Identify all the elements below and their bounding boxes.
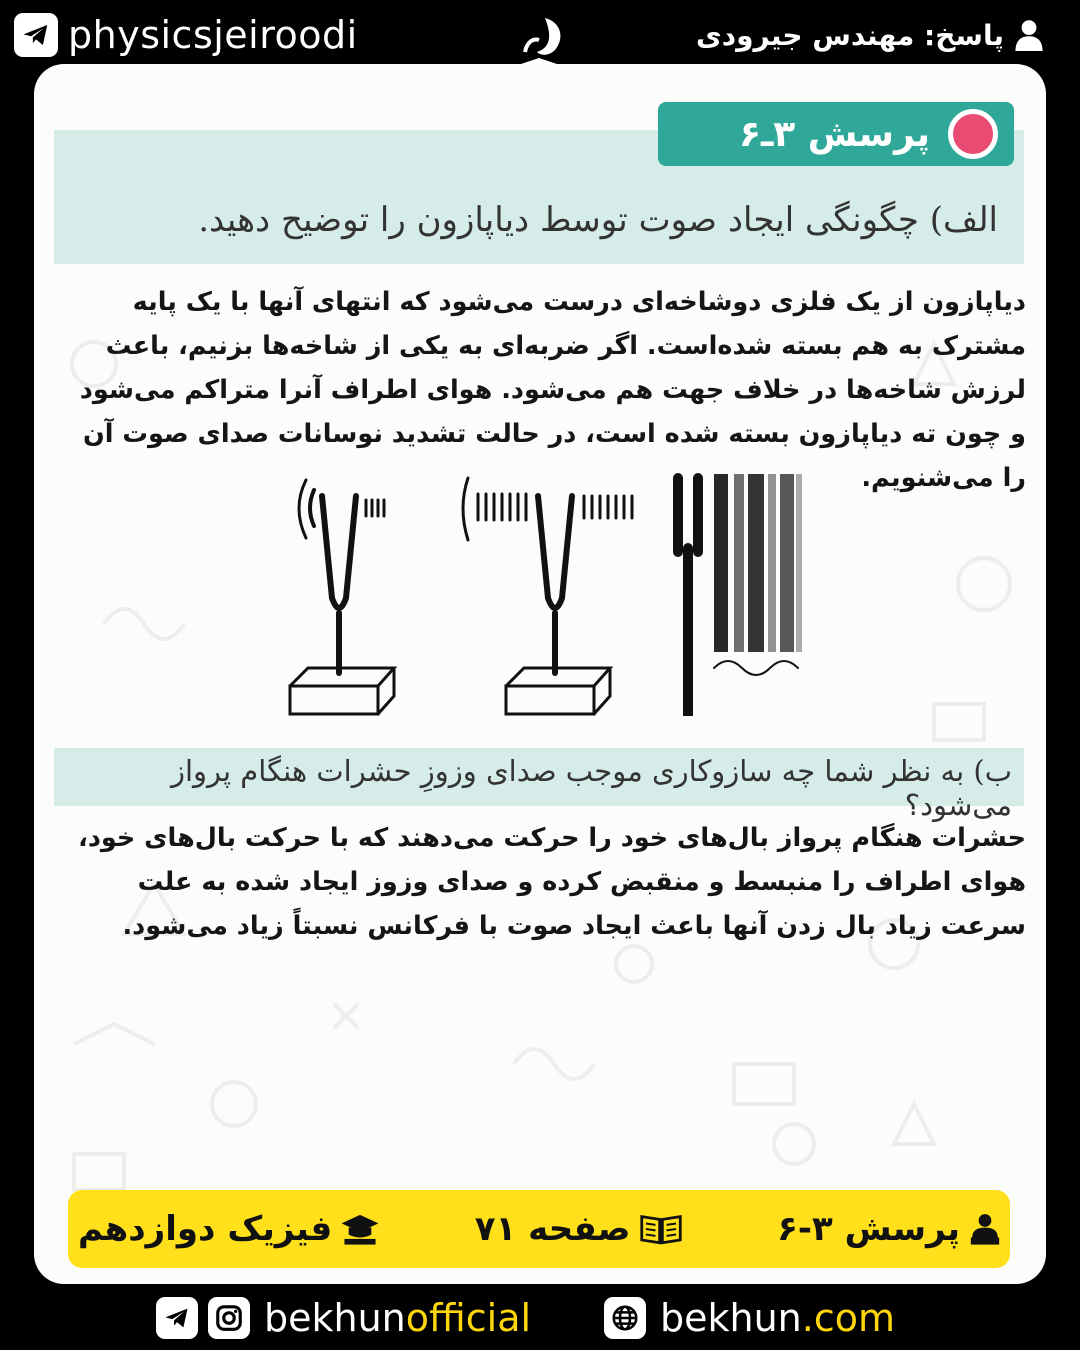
answer-by-group (696, 12, 1044, 58)
telegram-icon (14, 13, 58, 57)
question-b-prompt: ب) به نظر شما چه سازوکاری موجب صدای وزوزِ حشرات هنگام پرواز می‌شود؟ (170, 754, 1012, 822)
brand-handle (264, 1296, 531, 1340)
question-b-band (54, 748, 1024, 822)
website-group[interactable] (604, 1294, 895, 1342)
answer-by: پاسخ: مهندس جیرودی (696, 18, 1004, 52)
course-group (78, 1209, 380, 1249)
open-book-icon (639, 1212, 683, 1246)
brand-handle-main: bekhun (264, 1296, 406, 1340)
teacher-icon (968, 1212, 1002, 1246)
answer-b: حشرات هنگام پرواز بال‌های خود را حرکت می‌دهند که با حرکت بال‌های خود، هوای اطراف را منبسط و منقبض کرده و صدای وزوز ایجاد شده به علت سرعت زیاد بال زدن آنها باعث ایجاد صوت با فرکانس نسبتاً زیاد می‌شود. (78, 823, 1026, 941)
channel-handle: physicsjeiroodi (68, 13, 358, 57)
question-a-prompt: الف) چگونگی ایجاد صوت توسط دیاپازون را توضیح دهید. (198, 200, 998, 240)
telegram-icon (156, 1297, 198, 1339)
question-ref-group (777, 1209, 1002, 1249)
question-ref: پرسش ۳-۶ (777, 1209, 960, 1249)
question-header (658, 102, 1014, 166)
brand-handle-group[interactable] (156, 1294, 531, 1342)
tuning-fork-figure (282, 468, 802, 716)
graduation-cap-icon (340, 1212, 380, 1246)
page-ref-group (475, 1209, 683, 1249)
answer-a: دیاپازون از یک فلزی دوشاخه‌ای درست می‌شود که انتهای آنها با یک پایه مشترک به هم بسته شده‌است. اگر ضربه‌ای به یکی از شاخه‌ها بزنیم، باعث لرزش شاخه‌ها در خلاف جهت هم می‌شود. هوای اطراف آنرا متراکم می‌شود و چون ته دیاپازون بسته شده است، در حالت تشدید نوسانات صدای صوت آن را می‌شنویم. (79, 287, 1026, 493)
globe-icon (604, 1297, 646, 1339)
user-icon (1014, 19, 1044, 51)
question-marker-icon (948, 109, 998, 159)
brand-handle-accent: official (405, 1296, 532, 1340)
tuning-fork-2 (463, 478, 632, 714)
question-title: پرسش ۳ـ۶ (738, 113, 930, 155)
website-main: bekhun (660, 1296, 802, 1340)
website-tld: .com (801, 1296, 896, 1340)
channel-handle-group[interactable] (14, 10, 358, 60)
sound-wave-bands (714, 474, 802, 652)
instagram-icon (208, 1297, 250, 1339)
course-name: فیزیک دوازدهم (78, 1209, 333, 1249)
info-bar (68, 1190, 1010, 1268)
page-ref: صفحه ۷۱ (474, 1209, 631, 1249)
website-url (660, 1296, 895, 1340)
tuning-fork-1 (290, 480, 394, 714)
content-card (34, 64, 1046, 1284)
